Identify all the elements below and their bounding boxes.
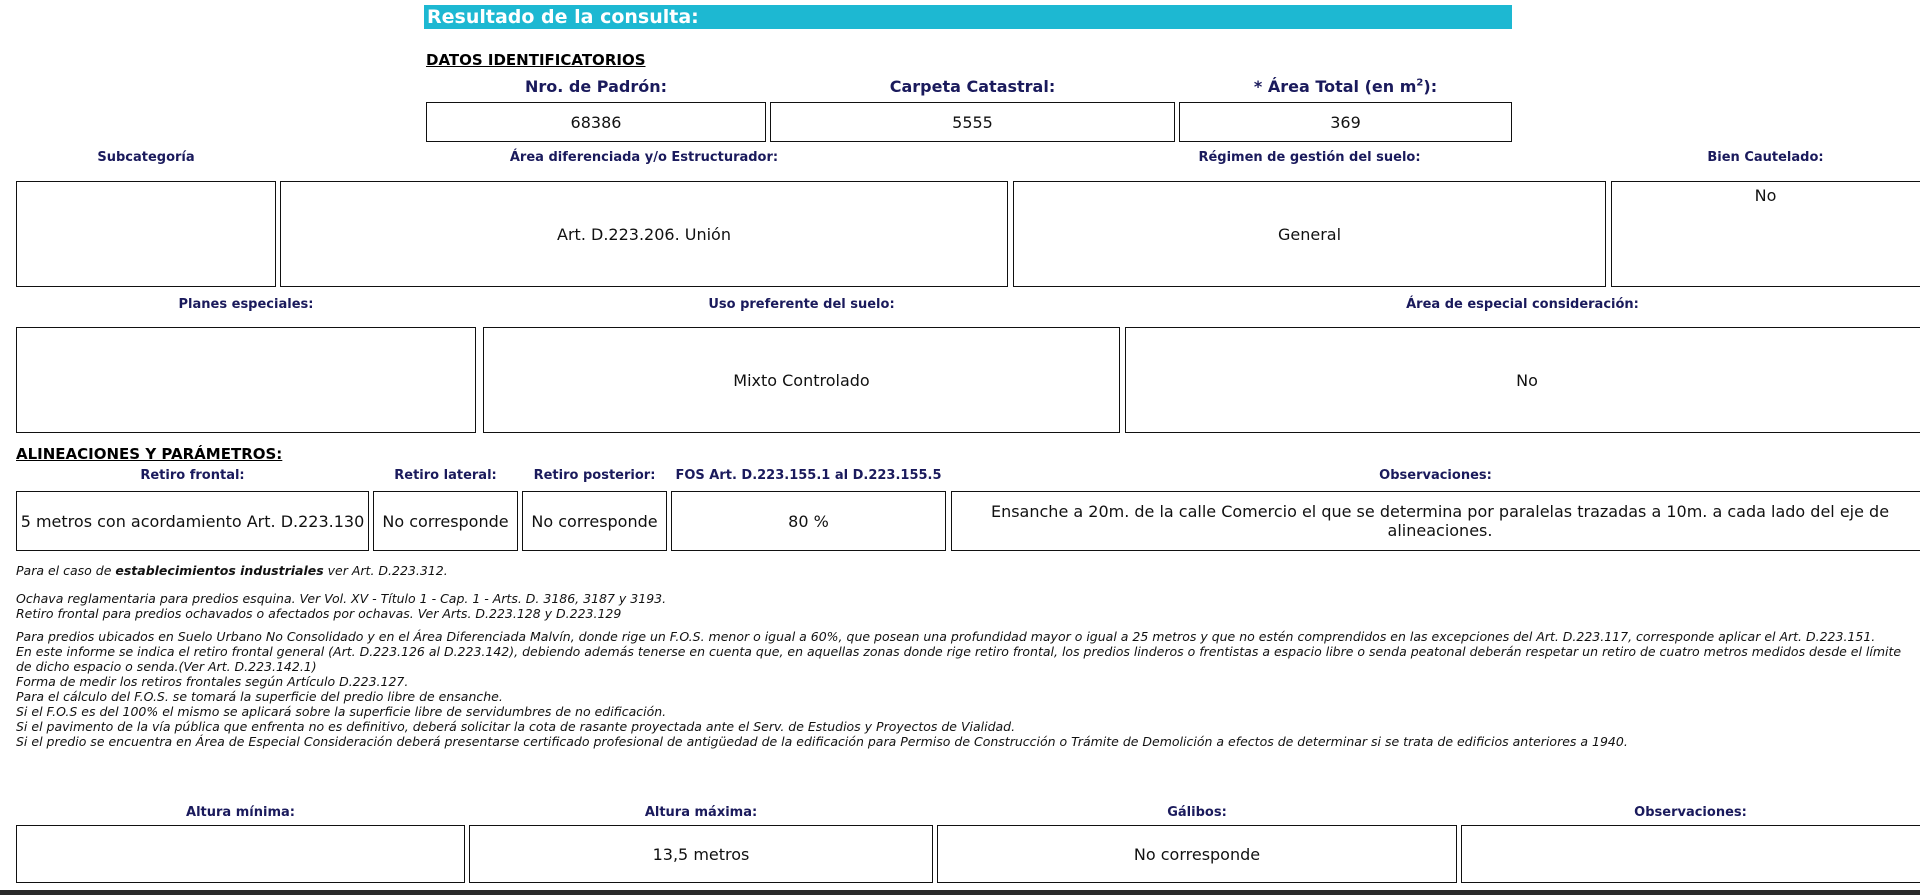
retiro-posterior-box	[522, 491, 667, 551]
carpeta-label: Carpeta Catastral:	[889, 77, 1056, 96]
alineaciones-observaciones-label: Observaciones:	[1379, 468, 1492, 483]
especial-consideracion-value: No	[1516, 370, 1538, 390]
galibos-label: Gálibos:	[1167, 805, 1227, 820]
retiro-lateral-box	[373, 491, 518, 551]
uso-preferente-value: Mixto Controlado	[733, 370, 870, 390]
window-bottom-edge	[0, 890, 1920, 895]
area-total-label: * Área Total (en $m^2$):	[1253, 77, 1438, 96]
note-line: Si el pavimento de la vía pública que enfrenta no es definitivo, deberá solicitar la cota de rasante proyectada ante el Serv. de Estudios y Proyectos de Vialidad.	[16, 719, 1016, 734]
results-title-bar	[424, 5, 1512, 29]
galibos-value: No corresponde	[1133, 844, 1261, 864]
bien-cautelado-label: Bien Cautelado:	[1707, 150, 1824, 165]
regulation-notes	[16, 591, 1916, 749]
area-diferenciada-label: Área diferenciada y/o Estructurador:	[509, 150, 779, 165]
area-total-value-box	[1179, 102, 1512, 142]
bien-cautelado-value: No	[1754, 186, 1777, 205]
retiro-frontal-box	[16, 491, 369, 551]
retiro-posterior-label: Retiro posterior:	[533, 468, 656, 483]
especial-consideracion-box	[1125, 327, 1920, 433]
area-diferenciada-value: Art. D.223.206. Unión	[557, 224, 731, 244]
retiro-frontal-value: 5 metros con acordamiento Art. D.223.130	[20, 511, 365, 531]
area-total-value: 369	[1330, 112, 1361, 132]
alineaciones-section-title: ALINEACIONES Y PARÁMETROS:	[16, 445, 283, 463]
note-line: Si el predio se encuentra en Área de Especial Consideración deberá presentarse certificado profesional de antigüedad de la edificación para Permiso de Construcción o Trámite de Demolición a efectos de determinar si se trata de edificios anteriores a 1940.	[16, 734, 1628, 749]
altura-minima-label: Altura mínima:	[186, 805, 295, 820]
padron-value: 68386	[570, 112, 622, 132]
especial-consideracion-label: Área de especial consideración:	[1406, 297, 1639, 312]
note-line: En este informe se indica el retiro frontal general (Art. D.223.126 al D.223.142), debiendo además tenerse en cuenta que, en aquellas zonas donde rige retiro frontal, los predios linderos o frentistas a espacio libre o senda peatonal deberán respetar un retiro de cuatro metros medidos desde el límite de dicho espacio o senda.(Ver Art. D.223.142.1)	[16, 644, 1902, 674]
altura-maxima-label: Altura máxima:	[644, 805, 758, 820]
note-line: Retiro frontal para predios ochavados o afectados por ochavas. Ver Arts. D.223.128 y D.223.129	[16, 606, 622, 621]
galibos-box	[937, 825, 1457, 883]
uso-preferente-box	[483, 327, 1120, 433]
results-title: Resultado de la consulta:	[427, 6, 699, 28]
fos-box	[671, 491, 946, 551]
uso-preferente-label: Uso preferente del suelo:	[708, 297, 895, 312]
retiro-lateral-value: No corresponde	[382, 511, 509, 531]
alturas-observaciones-box	[1461, 825, 1920, 883]
padron-value-box	[426, 102, 766, 142]
retiro-posterior-value: No corresponde	[531, 511, 658, 531]
altura-maxima-box	[469, 825, 933, 883]
note-line: Forma de medir los retiros frontales según Artículo D.223.127.	[16, 674, 409, 689]
subcategoria-label: Subcategoría	[97, 150, 195, 165]
note-line: Para predios ubicados en Suelo Urbano No Consolidado y en el Área Diferenciada Malvín, donde rige un F.O.S. menor o igual a 60%, que posean una profundidad mayor o igual a 25 metros y que no estén comprendidos en las excepciones del Art. D.223.117, corresponde aplicar el Art. D.223.151.	[16, 629, 1876, 644]
regimen-box	[1013, 181, 1606, 287]
note-line: Ochava reglamentaria para predios esquina. Ver Vol. XV - Título 1 - Cap. 1 - Arts. D. 3186, 3187 y 3193.	[16, 591, 667, 606]
fos-label: FOS Art. D.223.155.1 al D.223.155.5	[675, 468, 942, 483]
carpeta-value: 5555	[952, 112, 993, 132]
altura-minima-box	[16, 825, 465, 883]
altura-maxima-value: 13,5 metros	[652, 844, 750, 864]
alturas-observaciones-label: Observaciones:	[1634, 805, 1747, 820]
regimen-value: General	[1277, 224, 1342, 244]
fos-value: 80 %	[788, 511, 829, 531]
retiro-frontal-label: Retiro frontal:	[140, 468, 245, 483]
retiro-lateral-label: Retiro lateral:	[394, 468, 497, 483]
industrial-note-emphasis: establecimientos industriales	[115, 563, 324, 578]
padron-label: Nro. de Padrón:	[524, 77, 667, 96]
note-spacer	[16, 621, 1916, 629]
regimen-label: Régimen de gestión del suelo:	[1198, 150, 1421, 165]
note-line: Si el F.O.S es del 100% el mismo se aplicará sobre la superficie libre de servidumbres de no edificación.	[16, 704, 667, 719]
alineaciones-observaciones-box	[951, 491, 1920, 551]
planes-especiales-box	[16, 327, 476, 433]
area-diferenciada-box	[280, 181, 1008, 287]
bien-cautelado-box	[1611, 181, 1920, 287]
planes-especiales-label: Planes especiales:	[178, 297, 314, 312]
industrial-note: Para el caso de establecimientos industriales ver Art. D.223.312.	[16, 563, 448, 578]
datos-section-title: DATOS IDENTIFICATORIOS	[426, 51, 646, 69]
carpeta-value-box	[770, 102, 1175, 142]
alineaciones-observaciones-value: Ensanche a 20m. de la calle Comercio el que se determina por paralelas trazadas a 10m. a cada lado del eje de alineaciones.	[990, 502, 1890, 540]
subcategoria-box	[16, 181, 276, 287]
note-line: Para el cálculo del F.O.S. se tomará la superficie del predio libre de ensanche.	[16, 689, 503, 704]
